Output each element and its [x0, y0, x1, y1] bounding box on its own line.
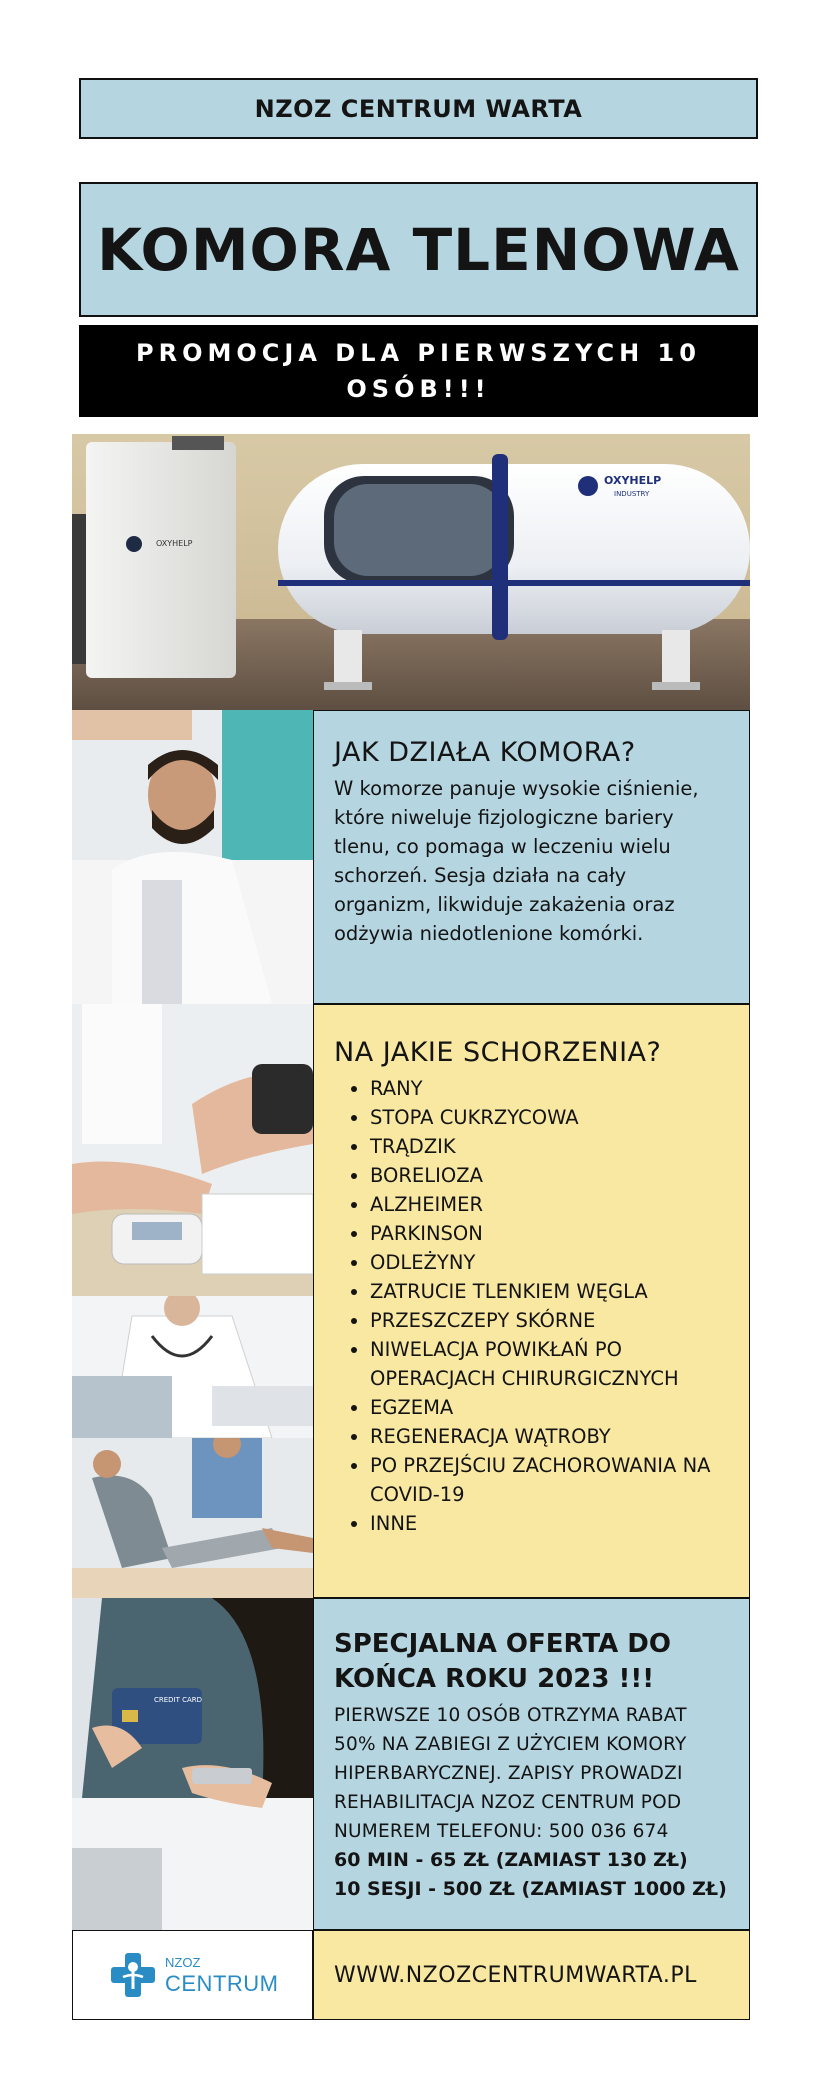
price-ten-sessions: 10 SESJI - 500 ZŁ (ZAMIAST 1000 ZŁ) [334, 1878, 727, 1900]
website-panel [313, 1930, 750, 2020]
condition-item: • PRZESZCZEPY SKÓRNE [370, 1306, 729, 1335]
condition-item: • PO PRZEJŚCIU ZACHOROWANIA NA COVID-19 [370, 1451, 729, 1509]
conditions-list [334, 1074, 729, 1538]
patient-photo [72, 710, 313, 1004]
chamber-photo [72, 434, 750, 710]
condition-item: • NIWELACJA POWIKŁAŃ PO OPERACJACH CHIRURGICZNYCH [370, 1335, 729, 1393]
promo-banner: PROMOCJA DLA PIERWSZYCH 10 OSÓB!!! [79, 325, 758, 417]
svg-text:OXYHELP: OXYHELP [604, 474, 662, 487]
logo-panel [72, 1930, 313, 2020]
physio-photo [72, 1438, 313, 1598]
logo-big-text: CENTRUM [165, 1971, 279, 1996]
condition-item: • PARKINSON [370, 1219, 729, 1248]
condition-item: • ALZHEIMER [370, 1190, 729, 1219]
condition-item: • REGENERACJA WĄTROBY [370, 1422, 729, 1451]
conditions-panel [313, 1004, 750, 1598]
medical-cross-logo-icon [109, 1951, 157, 1999]
condition-item: • STOPA CUKRZYCOWA [370, 1103, 729, 1132]
how-it-works-panel [313, 710, 750, 1004]
website-link[interactable]: WWW.NZOZCENTRUMWARTA.PL [334, 1962, 697, 1988]
blood-pressure-photo [72, 1004, 313, 1296]
condition-item: • EGZEMA [370, 1393, 729, 1422]
condition-item: • ZATRUCIE TLENKIEM WĘGLA [370, 1277, 729, 1306]
svg-text:INDUSTRY: INDUSTRY [614, 490, 650, 498]
org-header: NZOZ CENTRUM WARTA [79, 78, 758, 139]
condition-item: • RANY [370, 1074, 729, 1103]
page-title: KOMORA TLENOWA [79, 182, 758, 317]
condition-item: • ODLEŻYNY [370, 1248, 729, 1277]
how-title: JAK DZIAŁA KOMORA? [334, 737, 636, 768]
svg-text:OXYHELP: OXYHELP [156, 539, 193, 548]
conditions-title: NA JAKIE SCHORZENIA? [334, 1037, 662, 1068]
svg-text:CREDIT CARD: CREDIT CARD [154, 1696, 203, 1704]
condition-item: • TRĄDZIK [370, 1132, 729, 1161]
offer-title: SPECJALNA OFERTA DO KOŃCA ROKU 2023 !!! [334, 1629, 671, 1694]
price-single-session: 60 MIN - 65 ZŁ (ZAMIAST 130 ZŁ) [334, 1849, 688, 1871]
logo-small-text: NZOZ [165, 1955, 201, 1970]
how-text: W komorze panuje wysokie ciśnienie, które niweluje fizjologiczne bariery tlenu, co pomaga w leczeniu wielu schorzeń. Sesja działa na cały organizm, likwiduje zakażenia oraz odżywia niedotlenione komórki. [334, 777, 699, 945]
offer-panel [313, 1598, 750, 1930]
payment-photo [72, 1598, 313, 1930]
condition-item: • BORELIOZA [370, 1161, 729, 1190]
doctor-photo [72, 1296, 313, 1438]
offer-text: PIERWSZE 10 OSÓB OTRZYMA RABAT 50% NA ZABIEGI Z UŻYCIEM KOMORY HIPERBARYCZNEJ. ZAPISY PROWADZI REHABILITACJA NZOZ CENTRUM POD NUMEREM TELEFONU: 500 036 674 [334, 1705, 687, 1842]
condition-item: • INNE [370, 1509, 729, 1538]
